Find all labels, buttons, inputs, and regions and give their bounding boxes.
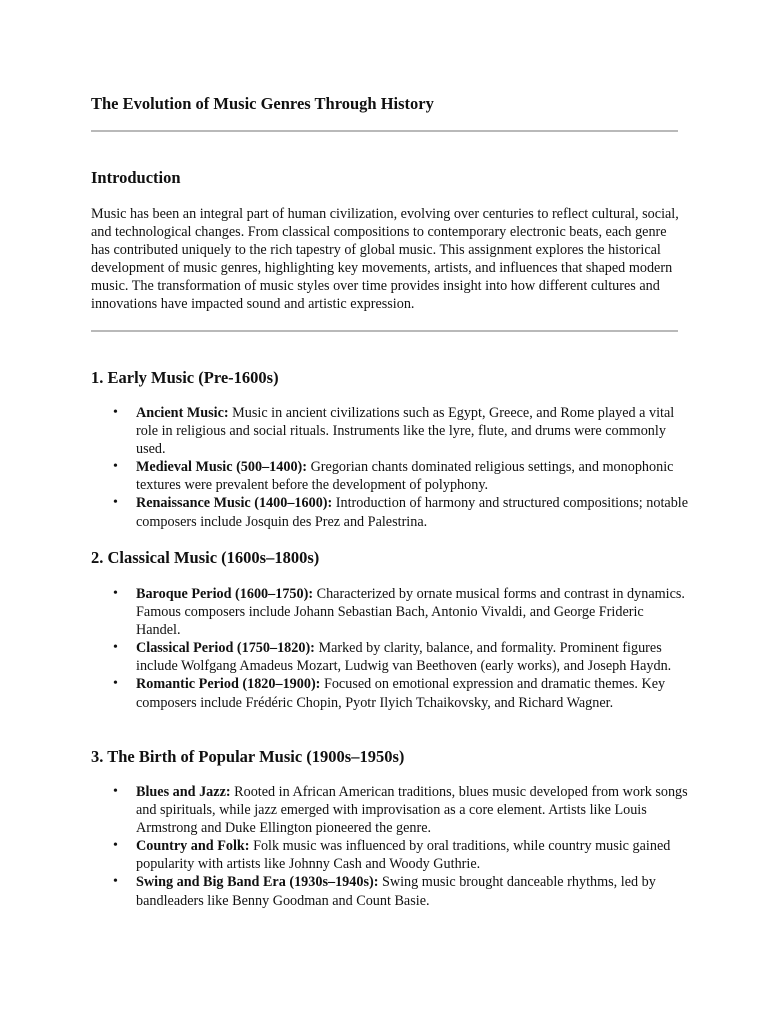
list-item: [91, 458, 691, 494]
list-item-term: Classical Period (1750–1820):: [136, 640, 315, 657]
list-item-term: Country and Folk:: [136, 838, 250, 855]
classical-music-list: [91, 585, 691, 712]
introduction-heading: Introduction: [91, 168, 181, 187]
list-item: [91, 837, 691, 873]
list-item-text: Swing music brought danceable rhythms, led by bandleaders like Benny Goodman and Count Basie.: [136, 874, 656, 909]
list-item-term: Romantic Period (1820–1900):: [136, 676, 321, 693]
list-item-term: Baroque Period (1600–1750):: [136, 586, 314, 602]
list-item: [91, 404, 691, 458]
early-music-list: [91, 404, 691, 531]
list-item-text: Focused on emotional expression and dramatic themes. Key composers include Frédéric Chopin, Pyotr Ilyich Tchaikovsky, and Richard Wagner.: [136, 676, 666, 711]
bullet-icon: •: [113, 459, 118, 475]
list-item: [91, 494, 691, 530]
section-heading-early-music: 1. Early Music (Pre-1600s): [91, 368, 279, 387]
list-item-text: Rooted in African American traditions, blues music developed from work songs and spirituals, while jazz emerged with improvisation as a core element. Artists like Louis Armstrong and Duke Ellington pioneered the genre.: [136, 784, 688, 837]
list-item-text: Gregorian chants dominated religious settings, and monophonic textures were prevalent before the development of polyphony.: [136, 459, 674, 494]
list-item-text: Introduction of harmony and structured compositions; notable composers include Josquin des Prez and Palestrina.: [136, 495, 689, 530]
horizontal-rule: [91, 330, 678, 332]
list-item-term: Ancient Music:: [136, 405, 229, 421]
bullet-icon: •: [113, 676, 118, 692]
list-item: [91, 585, 691, 639]
list-item: [91, 639, 691, 675]
list-item-text: Music in ancient civilizations such as Egypt, Greece, and Rome played a vital role in religious and social rituals. Instruments like the lyre, flute, and drums were commonly used.: [136, 405, 675, 458]
section-heading-classical-music: 2. Classical Music (1600s–1800s): [91, 548, 320, 567]
list-item-term: Medieval Music (500–1400):: [136, 459, 308, 476]
section-heading-popular-music: 3. The Birth of Popular Music (1900s–1950s): [91, 747, 405, 766]
horizontal-rule: [91, 130, 678, 132]
list-item-text: Folk music was influenced by oral traditions, while country music gained popularity with artists like Johnny Cash and Woody Guthrie.: [136, 838, 671, 873]
bullet-icon: •: [113, 640, 118, 656]
document-title: The Evolution of Music Genres Through History: [91, 94, 434, 113]
list-item: [91, 783, 691, 837]
bullet-icon: •: [113, 495, 118, 511]
list-item-term: Swing and Big Band Era (1930s–1940s):: [136, 874, 379, 891]
bullet-icon: •: [113, 838, 118, 854]
bullet-icon: •: [113, 405, 118, 420]
list-item-term: Renaissance Music (1400–1600):: [136, 495, 333, 512]
bullet-icon: •: [113, 586, 118, 601]
list-item-text: Characterized by ornate musical forms and contrast in dynamics. Famous composers include Johann Sebastian Bach, Antonio Vivaldi, and George Frideric Handel.: [136, 586, 685, 639]
bullet-icon: •: [113, 784, 118, 799]
list-item: [91, 675, 691, 711]
bullet-icon: •: [113, 874, 118, 890]
list-item: [91, 873, 691, 909]
popular-music-list: [91, 783, 691, 910]
introduction-paragraph: Music has been an integral part of human civilization, evolving over centuries to reflect cultural, social, and technological changes. From classical compositions to contemporary electronic beats, each genre has contributed uniquely to the rich tapestry of global music. This assignment explores the historical development of music genres, highlighting key movements, artists, and influences that shaped modern music. The transformation of music styles over time provides insight into how different cultures and innovations have impacted sound and artistic expression.: [91, 206, 679, 313]
list-item-term: Blues and Jazz:: [136, 784, 231, 800]
list-item-text: Marked by clarity, balance, and formality. Prominent figures include Wolfgang Amadeus Mozart, Ludwig van Beethoven (early works), and Joseph Haydn.: [136, 640, 672, 675]
